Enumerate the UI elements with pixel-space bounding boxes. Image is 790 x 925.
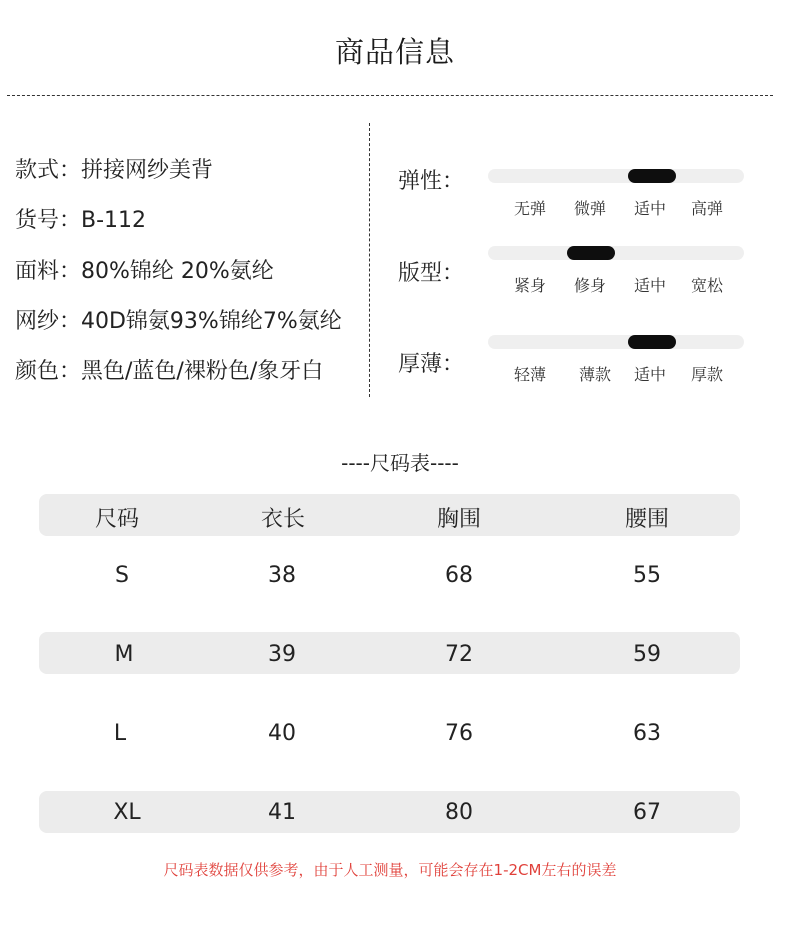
size-table-header: 胸围	[436, 507, 481, 532]
thickness-indicator	[628, 335, 676, 349]
fit-option: 适中	[633, 276, 666, 295]
size-table-cell: 76	[445, 721, 473, 746]
thickness-track	[488, 335, 744, 349]
spec-mesh: 网纱：40D锦氨93%锦纶7%氨纶	[15, 309, 342, 334]
thickness-option: 适中	[633, 365, 666, 384]
size-table-header: 腰围	[624, 507, 669, 532]
thickness-label: 厚薄：	[398, 352, 465, 377]
spec-item-number: 货号：B-112	[15, 208, 147, 233]
fit-indicator	[567, 246, 615, 260]
size-table-cell: S	[115, 563, 129, 588]
elasticity-track	[488, 169, 744, 183]
size-table-cell: L	[113, 721, 127, 746]
spec-style: 款式：拼接网纱美背	[15, 158, 214, 183]
spec-colors: 颜色：黑色/蓝色/裸粉色/象牙白	[15, 359, 324, 384]
title-divider	[7, 95, 773, 96]
fit-label: 版型：	[398, 261, 465, 286]
fit-option: 紧身	[513, 276, 546, 295]
size-table-cell: 80	[445, 800, 473, 825]
elasticity-indicator	[628, 169, 676, 183]
measurement-disclaimer: 尺码表数据仅供参考，由于人工测量，可能会存在1-2CM左右的误差	[163, 861, 617, 879]
size-table-cell: 39	[268, 642, 296, 667]
thickness-option: 厚款	[690, 365, 723, 384]
elasticity-option: 微弹	[573, 199, 606, 218]
elasticity-option: 高弹	[690, 199, 723, 218]
elasticity-option: 适中	[633, 199, 666, 218]
size-chart-title: ----尺码表----	[341, 451, 459, 475]
size-table-header: 尺码	[94, 507, 139, 532]
size-table-cell: 40	[268, 721, 296, 746]
fit-option: 修身	[573, 276, 606, 295]
size-table-cell: 38	[268, 563, 296, 588]
spec-fabric: 面料：80%锦纶 20%氨纶	[15, 259, 274, 284]
elasticity-option: 无弹	[513, 199, 546, 218]
thickness-option: 薄款	[578, 365, 611, 384]
size-table-cell: XL	[113, 800, 141, 825]
size-table-cell: 55	[633, 563, 661, 588]
section-divider	[369, 123, 370, 397]
fit-option: 宽松	[690, 276, 723, 295]
thickness-option: 轻薄	[513, 365, 546, 384]
size-table-header: 衣长	[260, 507, 305, 532]
size-table-cell: 67	[633, 800, 661, 825]
size-table-cell: 41	[268, 800, 296, 825]
size-table-cell: 72	[445, 642, 473, 667]
size-table-cell: 63	[633, 721, 661, 746]
size-table-cell: M	[114, 642, 134, 667]
elasticity-label: 弹性：	[398, 169, 465, 194]
page-title: 商品信息	[334, 35, 455, 69]
size-table-cell: 59	[633, 642, 661, 667]
size-table-cell: 68	[445, 563, 473, 588]
fit-track	[488, 246, 744, 260]
